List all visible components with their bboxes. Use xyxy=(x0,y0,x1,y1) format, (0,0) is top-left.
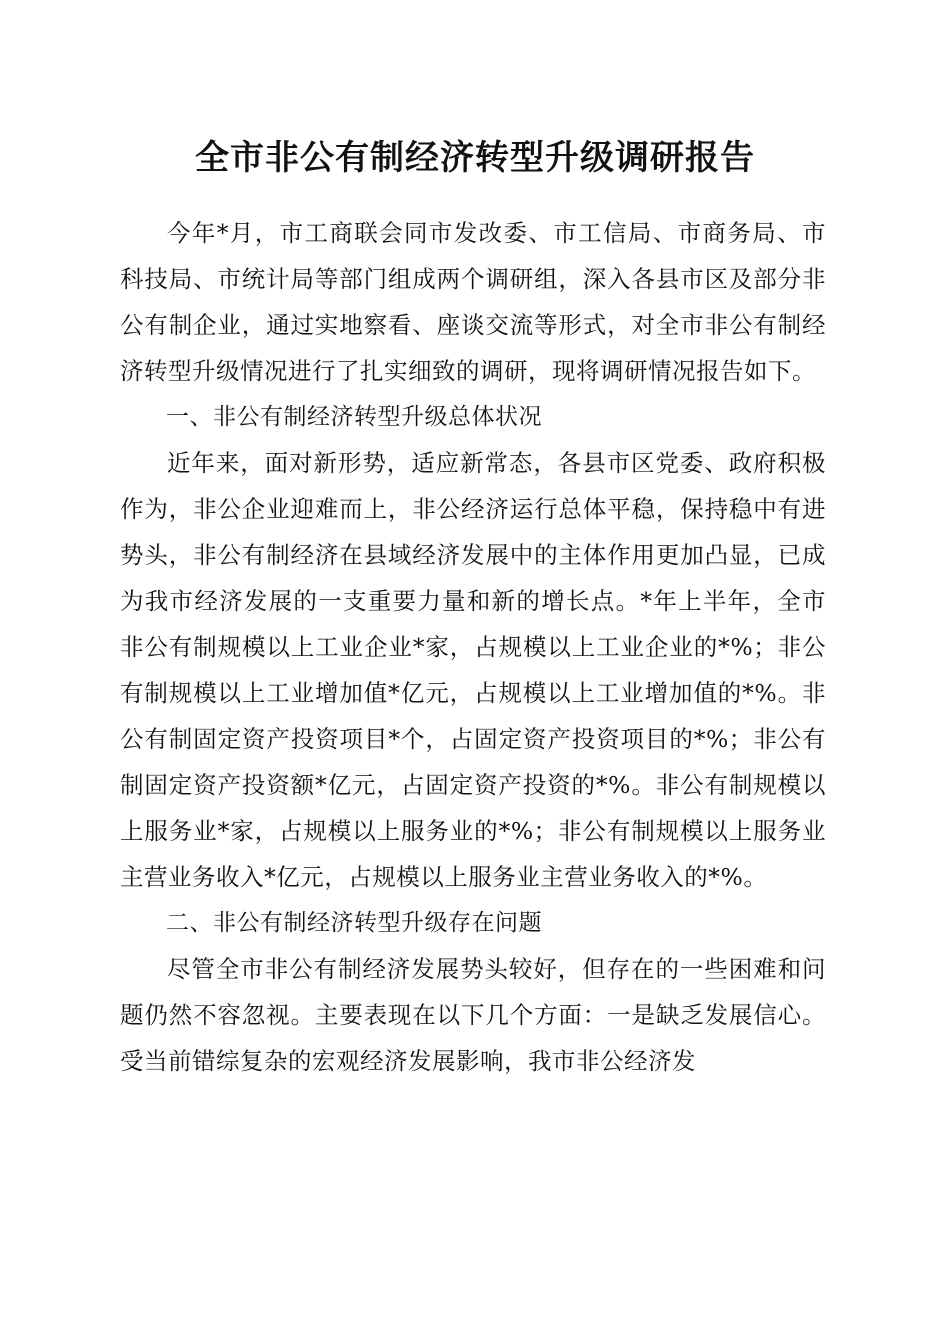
section-2-paragraph: 尽管全市非公有制经济发展势头较好，但存在的一些困难和问题仍然不容忽视。主要表现在以下几个方面：一是缺乏发展信心。受当前错综复杂的宏观经济发展影响，我市非公经济发 xyxy=(120,955,826,1075)
section-1-paragraph: 近年来，面对新形势，适应新常态，各县市区党委、政府积极作为，非公企业迎难而上，非公经济运行总体平稳，保持稳中有进势头，非公有制经济在县域经济发展中的主体作用更加凸显，已成为我市经济发展的一支重要力量和新的增长点。*年上半年，全市非公有制规模以上工业企业*家，占规模以上工业企业的*%；非公有制规模以上工业增加值*亿元，占规模以上工业增加值的*%。非公有制固定资产投资项目*个，占固定资产投资项目的*%；非公有制固定资产投资额*亿元，占固定资产投资的*%。非公有制规模以上服务业*家，占规模以上服务业的*%；非公有制规模以上服务业主营业务收入*亿元，占规模以上服务业主营业务收入的*%。 xyxy=(120,449,826,891)
section-2-heading: 二、非公有制经济转型升级存在问题 xyxy=(166,910,542,936)
document-title: 全市非公有制经济转型升级调研报告 xyxy=(195,138,755,178)
section-1-heading: 一、非公有制经济转型升级总体状况 xyxy=(166,404,542,430)
document-body xyxy=(120,210,826,1084)
intro-paragraph: 今年*月，市工商联会同市发改委、市工信局、市商务局、市科技局、市统计局等部门组成两个调研组，深入各县市区及部分非公有制企业，通过实地察看、座谈交流等形式，对全市非公有制经济转型升级情况进行了扎实细致的调研，现将调研情况报告如下。 xyxy=(120,219,826,385)
